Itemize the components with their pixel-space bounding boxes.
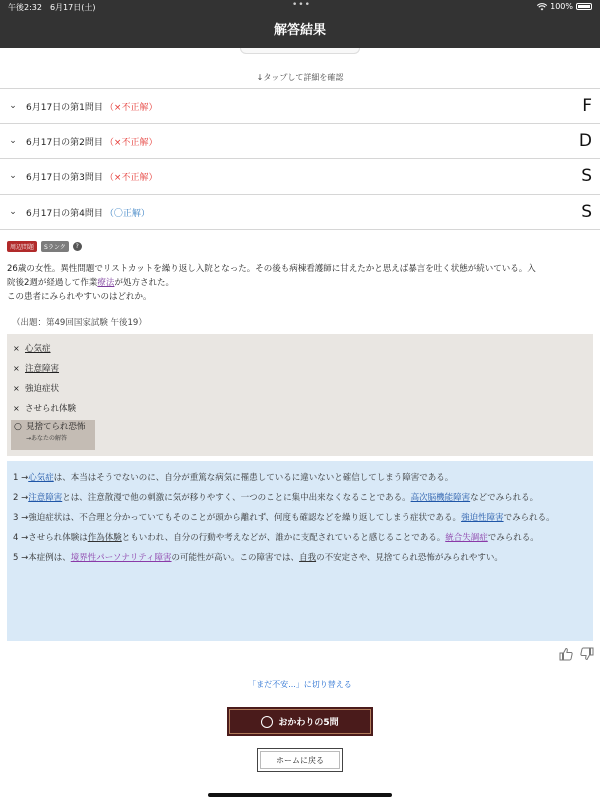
explanation-text: の可能性が高い。この障害では、 [171,553,300,563]
choice-item [13,382,59,394]
question-row-1[interactable] [0,88,600,123]
explanation-1 [13,471,587,485]
glossary-link[interactable]: 境界性パーソナリティ障害 [70,553,172,563]
choice-text[interactable]: 注意障害 [25,364,60,374]
explanation-2 [13,491,587,505]
glossary-link[interactable]: 統合失調症 [445,533,488,543]
pull-tab [240,48,360,54]
chevron-down-icon: ⌄ [9,171,17,181]
home-indicator[interactable] [208,793,392,797]
question-line [7,276,595,290]
explanation-text: でみられる。 [487,533,539,543]
explanation-text: でみられる。 [503,513,555,523]
battery-icon [576,3,592,10]
chevron-down-icon: ⌄ [9,136,17,146]
rank-badge: Sランク [41,241,69,252]
glossary-link[interactable]: 注意障害 [28,493,63,503]
hint-text: ↓タップして詳細を確認 [256,73,344,82]
question-grade: D [578,131,592,151]
question-result: （×不正解） [104,137,158,148]
explanation-text: 3 →強迫症状は、不合理と分かっていてもそのことが頭から離れず、何度も確認などを繰り返してしまう症状である。 [13,513,462,523]
explanation-4 [13,531,587,545]
question-result: （×不正解） [104,102,158,113]
glossary-link[interactable]: 強迫性障害 [461,513,504,523]
help-icon[interactable]: ? [73,242,82,251]
nav-bar [0,14,600,48]
wrong-mark-icon: × [13,363,20,373]
status-time: 午後2:32 6月17日(土) [8,3,96,12]
correct-mark-icon: ○ [14,422,22,432]
wrong-mark-icon: × [13,343,20,353]
chevron-down-icon: ⌄ [9,207,17,217]
explanation-3 [13,511,587,525]
explanation-panel [7,461,593,641]
thumbs-down-icon[interactable] [580,647,594,661]
wifi-icon [537,3,547,11]
status-right [537,2,592,11]
explanation-text: などでみられる。 [470,493,539,503]
question-source: （出題：第49回国家試験 午後19） [12,318,147,328]
your-answer-label: →あなたの解答 [26,435,68,442]
explanation-5 [13,551,587,565]
question-result: （〇正解） [104,208,150,219]
home-button-label: ホームに戻る [276,755,324,765]
choice-text: 強迫症状 [25,384,60,394]
explanation-text: とは、注意散漫で他の刺激に気が移りやすく、一つのことに集中出来なくなることである。 [62,493,411,503]
chevron-down-icon: ⌄ [9,101,17,111]
choice-text: 見捨てられ恐怖 [26,422,86,432]
question-label: 6月17日の第3問目 [26,172,103,183]
switch-mode-link[interactable]: 「まだ不安...」に切り替える [248,680,352,689]
thumbs-up-icon[interactable] [559,647,573,661]
question-label: 6月17日の第2問目 [26,137,103,148]
question-text [7,262,595,304]
question-grade: S [581,166,592,186]
question-badges [7,241,82,252]
question-text-part: 院後2週が経過して作業 [7,278,98,288]
status-bar [0,0,600,14]
glossary-link[interactable]: 心気症 [28,473,54,483]
battery-percent: 100% [550,2,573,11]
question-text-part: が処方された。 [114,278,174,288]
glossary-link[interactable]: 高次脳機能障害 [410,493,471,503]
question-grade: S [581,202,592,222]
underlined-term: 作為体験 [87,533,122,543]
choice-item [13,342,51,354]
explanation-text: 2 → [13,493,29,503]
feedback-buttons [559,647,594,661]
more-questions-label: おかわりの5問 [278,718,339,728]
explanation-text: 1 → [13,473,29,483]
glossary-link[interactable]: 療法 [97,278,115,288]
explanation-text: の不安定さや、見捨てられ恐怖がみられやすい。 [316,553,503,563]
choice-text[interactable]: 心気症 [25,344,51,354]
explanation-text: 5 →本症例は、 [13,553,71,563]
more-questions-button[interactable] [227,707,373,736]
top-hint [0,48,600,88]
page-title: 解答結果 [273,23,326,38]
home-button[interactable] [257,748,343,772]
bowl-icon [261,716,273,728]
question-label: 6月17日の第1問目 [26,102,103,113]
question-label: 6月17日の第4問目 [26,208,103,219]
question-grade: F [582,96,592,116]
question-row-3[interactable] [0,158,600,193]
explanation-text: 4 →させられ体験は [13,533,88,543]
choice-item [13,402,76,414]
wrong-mark-icon: × [13,383,20,393]
multitasking-dots-icon[interactable]: ••• [292,0,311,10]
explanation-text: ともいわれ、自分の行動や考えなどが、誰かに支配されていると感じることである。 [121,533,446,543]
divider [0,229,600,230]
choices-panel [7,334,593,456]
question-line: この患者にみられやすいのはどれか。 [7,292,152,302]
wrong-mark-icon: × [13,403,20,413]
question-result: （×不正解） [104,172,158,183]
choice-item [13,362,59,374]
question-row-4[interactable] [0,194,600,229]
choice-text: させられ体験 [25,404,77,414]
question-line: 26歳の女性。異性問題でリストカットを繰り返し入院となった。その後も病棟看護師に甘えたかと思えば暴言を吐く状態が続いている。入 [7,264,536,274]
category-badge: 周辺問題 [7,241,37,252]
underlined-term: 自我 [299,553,317,563]
explanation-text: は、本当はそうでないのに、自分が重篤な病気に罹患しているに違いないと確信してしまう障害である。 [53,473,454,483]
question-row-2[interactable] [0,123,600,158]
choice-item-selected [11,420,95,450]
